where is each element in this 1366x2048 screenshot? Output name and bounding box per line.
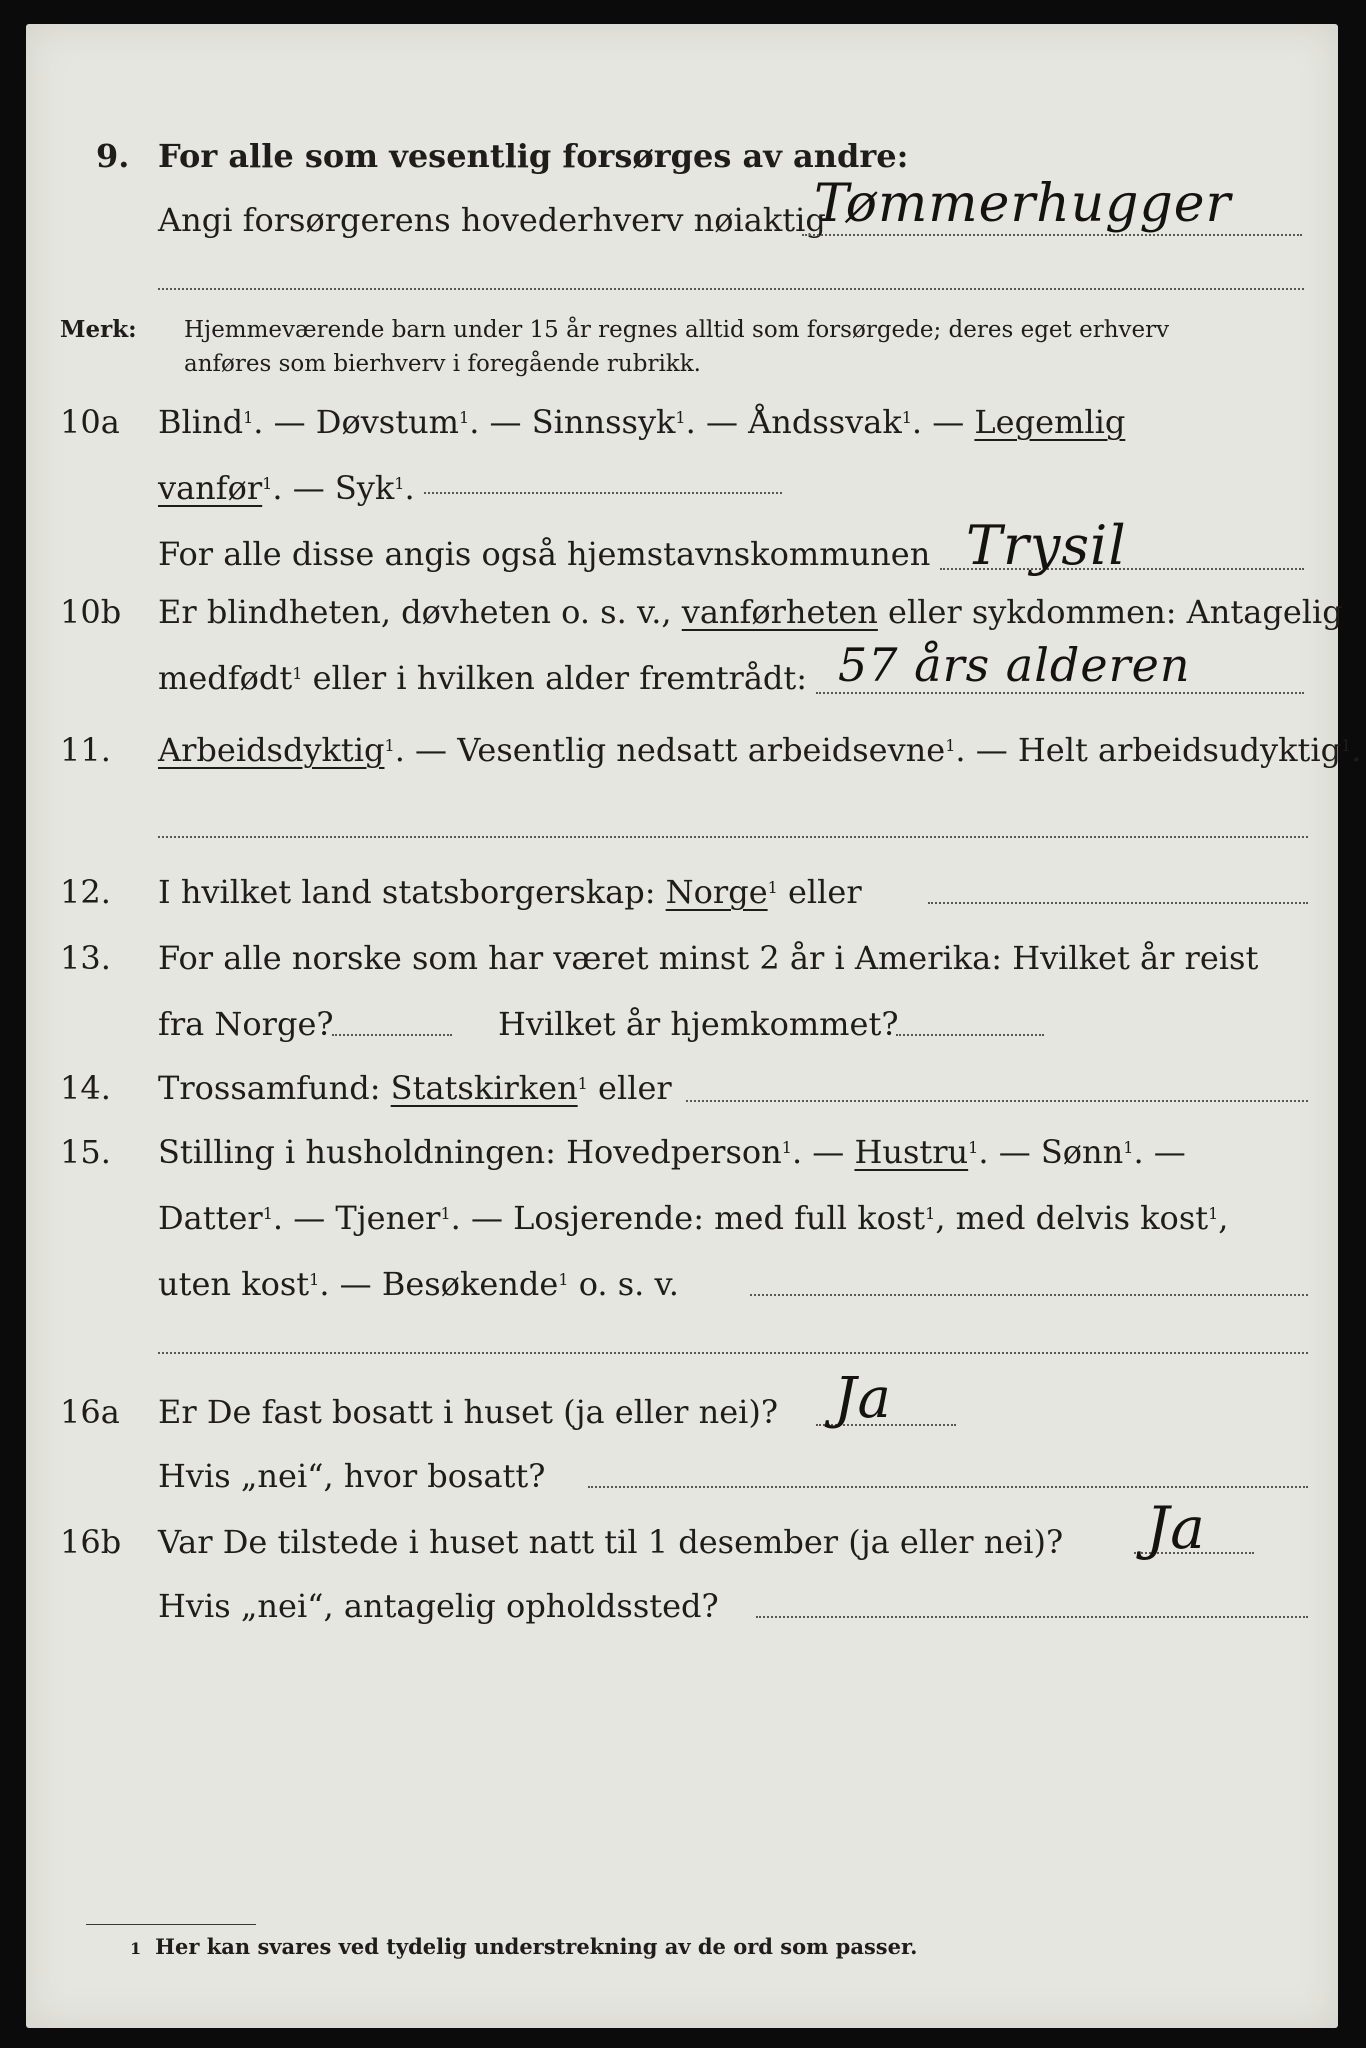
q13-line-2a: fra Norge? <box>158 1005 334 1043</box>
q9-handwritten-answer: Tømmerhugger <box>814 174 1232 234</box>
q15-line-1: Stilling i husholdningen: Hovedperson$^1$. — Hustru$^1$. — Sønn$^1$. — <box>158 1133 1186 1171</box>
merk-line-2: anføres som bierhverv i foregående rubrikk. <box>184 351 701 377</box>
q13-line-2b: Hvilket år hjemkommet? <box>498 1005 899 1043</box>
q11-number: 11. <box>60 731 111 769</box>
q16a-line-1: Er De fast bosatt i huset (ja eller nei)? <box>158 1393 779 1431</box>
q10a-handwritten-answer: Trysil <box>966 514 1127 577</box>
q9-heading: For alle som vesentlig forsørges av andre: <box>158 137 909 175</box>
hustru-underlined: Hustru <box>854 1133 969 1171</box>
q10b-handwritten-answer: 57 års alderen <box>838 638 1191 692</box>
q11-line: Arbeidsdyktig$^1$. — Vesentlig nedsatt arbeidsevne$^1$. — Helt arbeidsudyktig$^1$. <box>158 731 1362 769</box>
q16b-handwritten-answer: Ja <box>1146 1494 1206 1562</box>
merk-line-1: Hjemmeværende barn under 15 år regnes alltid som forsørgede; deres eget erhverv <box>184 317 1170 343</box>
q9-extra-line <box>158 288 1304 290</box>
q16b-number: 16b <box>60 1523 122 1561</box>
q9-answer-line <box>802 234 1302 236</box>
q13-hjem-line <box>896 1034 1044 1036</box>
q12-answer-line <box>928 902 1308 904</box>
arbeidsdyktig-underlined: Arbeidsdyktig <box>158 731 385 769</box>
q16a-line-2: Hvis „nei“, hvor bosatt? <box>158 1457 546 1495</box>
q13-reist-line <box>332 1034 452 1036</box>
q11-extra-line <box>158 836 1308 838</box>
q10b-line-2: medfødt$^1$ eller i hvilken alder fremtrådt: <box>158 659 808 697</box>
q9-label: Angi forsørgerens hovederhverv nøiaktig <box>158 201 826 239</box>
q10b-answer-line <box>816 692 1304 694</box>
q15-answer-line <box>750 1294 1308 1296</box>
q10a-number: 10a <box>60 403 120 441</box>
q14-answer-line <box>686 1100 1308 1102</box>
q14-number: 14. <box>60 1069 111 1107</box>
q16b-line-2: Hvis „nei“, antagelig opholdssted? <box>158 1587 719 1625</box>
q15-extra-line <box>158 1352 1308 1354</box>
q9-number: 9. <box>96 137 130 175</box>
q16a-handwritten-answer: Ja <box>834 1366 892 1431</box>
q16a-bosatt-line <box>588 1486 1308 1488</box>
q13-line-1: For alle norske som har været minst 2 år i Amerika: Hvilket år reist <box>158 939 1259 977</box>
q10a-home-label: For alle disse angis også hjemstavnskommunen <box>158 535 931 573</box>
q15-line-2: Datter$^1$. — Tjener$^1$. — Losjerende: med full kost$^1$, med delvis kost$^1$, <box>158 1199 1229 1237</box>
q10b-number: 10b <box>60 593 122 631</box>
census-form-page <box>26 24 1362 2028</box>
q16b-opholdssted-line <box>756 1616 1308 1618</box>
q13-number: 13. <box>60 939 111 977</box>
legemlig-underlined: Legemlig <box>974 403 1126 441</box>
q14-line: Trossamfund: Statskirken$^1$ eller <box>158 1069 672 1107</box>
statskirken-underlined: Statskirken <box>390 1069 578 1107</box>
footnote-rule <box>86 1924 256 1925</box>
merk-label: Merk: <box>60 316 137 343</box>
q10a-line-1: Blind$^1$. — Døvstum$^1$. — Sinnssyk$^1$. — Åndssvak$^1$. — Legemlig <box>158 403 1126 441</box>
footnote: 1 Her kan svares ved tydelig understrekning av de ord som passer. <box>130 1934 918 1959</box>
vanfor-underlined: vanfør <box>158 469 263 507</box>
norge-underlined: Norge <box>665 873 768 911</box>
q16b-line-1: Var De tilstede i huset natt til 1 desember (ja eller nei)? <box>158 1523 1064 1561</box>
q10b-line-1: Er blindheten, døvheten o. s. v., vanførheten eller sykdommen: Antagelig <box>158 593 1343 631</box>
q15-number: 15. <box>60 1133 111 1171</box>
q15-line-3: uten kost$^1$. — Besøkende$^1$ o. s. v. <box>158 1265 679 1303</box>
q12-number: 12. <box>60 873 111 911</box>
q10a-line-2: vanfør$^1$. — Syk$^1$. <box>158 469 415 507</box>
q12-line: I hvilket land statsborgerskap: Norge$^1$ eller <box>158 873 862 911</box>
q10a-syk-line <box>424 492 782 494</box>
q16a-number: 16a <box>60 1393 120 1431</box>
vanforheten-underlined: vanførheten <box>681 593 878 631</box>
